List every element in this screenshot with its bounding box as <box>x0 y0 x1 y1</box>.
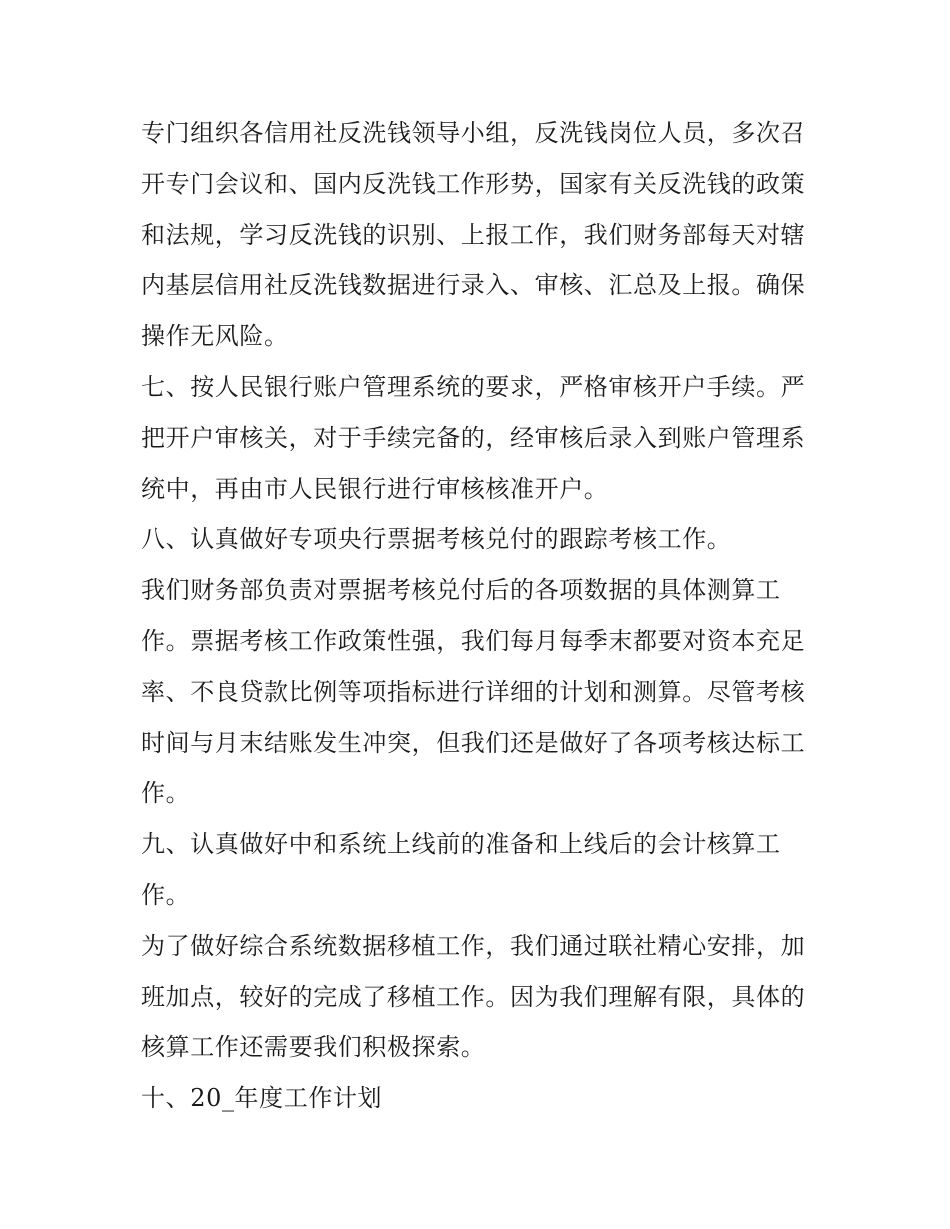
paragraph-anti-money-laundering: 专门组织各信用社反洗钱领导小组，反洗钱岗位人员，多次召开专门会议和、国内反洗钱工作形势，国家有关反洗钱的政策和法规，学习反洗钱的识别、上报工作，我们财务部每天对辖内基层信用社反洗钱数据进行录入、审核、汇总及上报。确保操作无风险。 <box>141 119 806 351</box>
paragraph-section-eight-body: 我们财务部负责对票据考核兑付后的各项数据的具体测算工作。票据考核工作政策性强，我们每月每季末都要对资本充足率、不良贷款比例等项指标进行详细的计划和测算。尽管考核时间与月末结账发生冲突，但我们还是做好了各项考核达标工作。 <box>141 576 806 808</box>
document-body <box>141 108 813 1124</box>
paragraph-section-ten-heading: 十、20_年度工作计划 <box>141 1084 383 1113</box>
paragraph-section-seven: 七、按人民银行账户管理系统的要求，严格审核开户手续。严把开户审核关，对于手续完备的，经审核后录入到账户管理系统中，再由市人民银行进行审核核准开户。 <box>141 372 806 503</box>
paragraph-section-nine-body: 为了做好综合系统数据移植工作，我们通过联社精心安排，加班加点，较好的完成了移植工作。因为我们理解有限，具体的核算工作还需要我们积极探索。 <box>141 931 806 1062</box>
paragraph-section-nine-heading: 九、认真做好中和系统上线前的准备和上线后的会计核算工作。 <box>141 830 781 909</box>
paragraph-section-eight-heading: 八、认真做好专项央行票据考核兑付的跟踪考核工作。 <box>141 525 732 554</box>
